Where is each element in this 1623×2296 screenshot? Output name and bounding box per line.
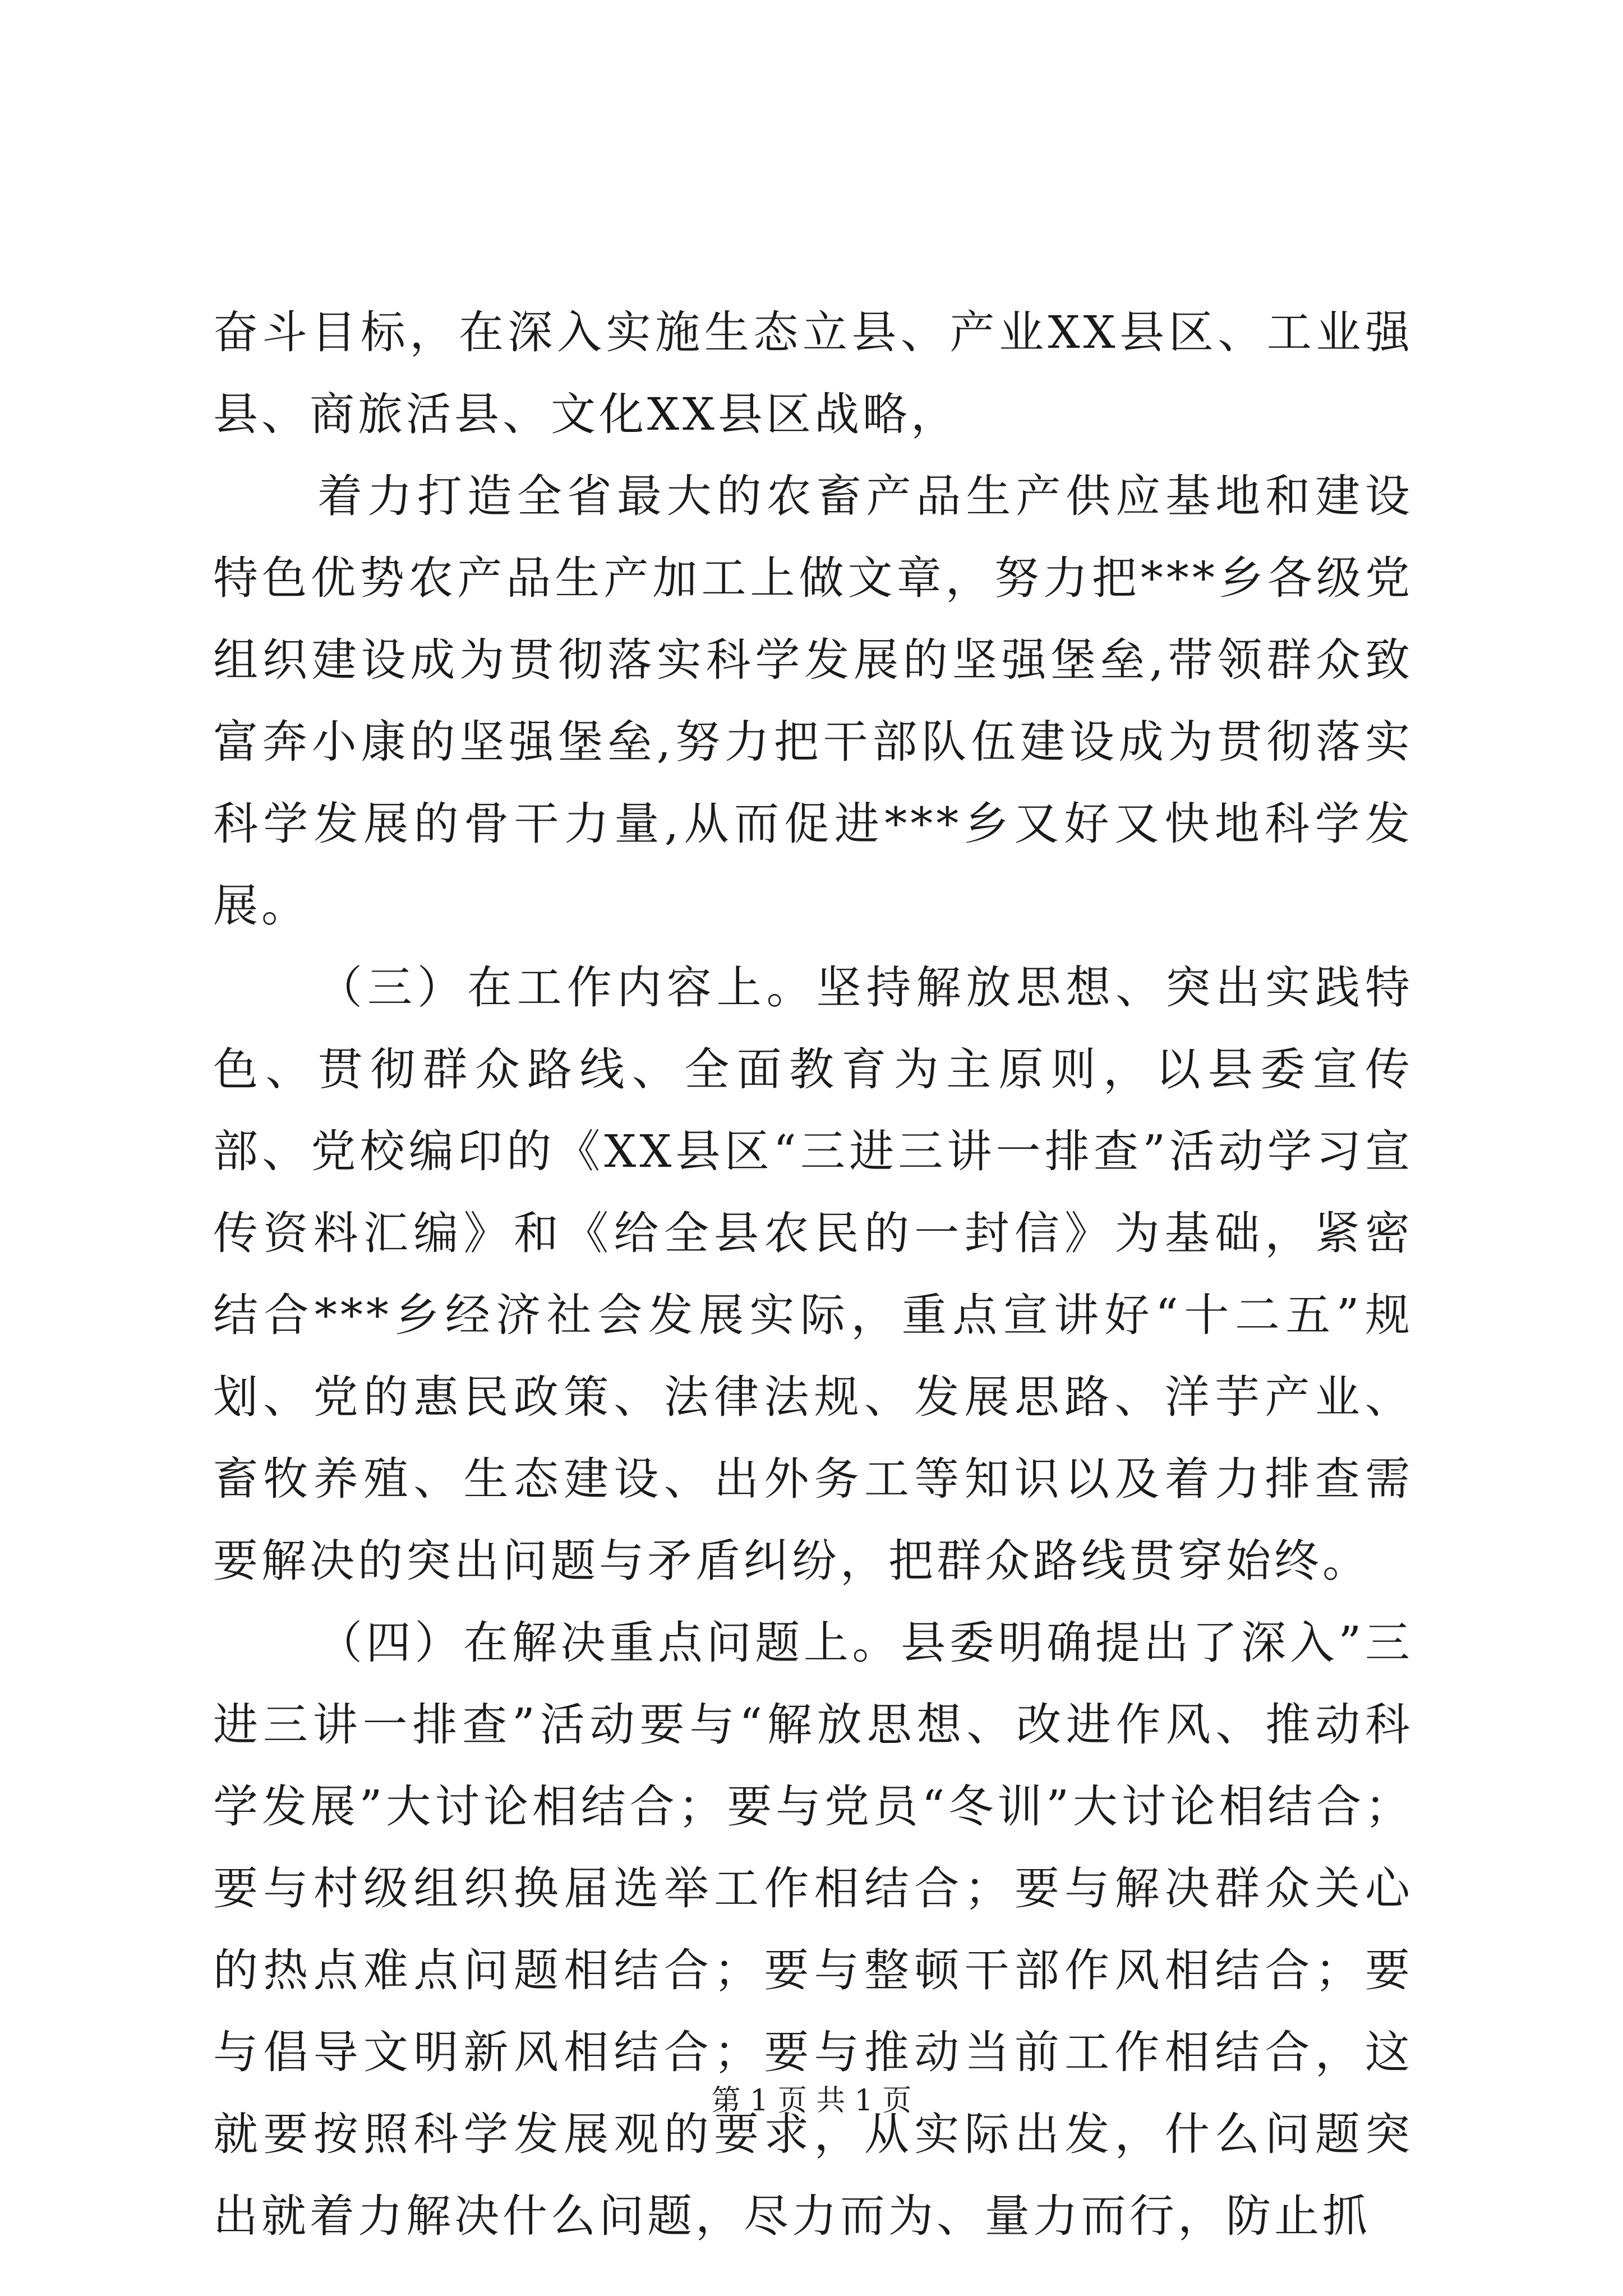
paragraph-goal: 着力打造全省最大的农畜产品生产供应基地和建设特色优势农产品生产加工上做文章，努力把***乡各级党组织建设成为贯彻落实科学发展的坚强堡垒,带领群众致富奔小康的坚强堡垒,努力把干部队伍建设成为贯彻落实科学发展的骨干力量,从而促进***乡又好又快地科学发展。 — [213, 470, 1413, 932]
paragraph-continuation: 奋斗目标，在深入实施生态立县、产业XX县区、工业强县、商旅活县、文化XX县区战略， — [213, 306, 1413, 440]
paragraph-work-content: （三）在工作内容上。坚持解放思想、突出实践特色、贯彻群众路线、全面教育为主原则，以县委宣传部、党校编印的《XX县区“三进三讲一排查”活动学习宣传资料汇编》和《给全县农民的一封信》为基础，紧密结合***乡经济社会发展实际，重点宣讲好“十二五”规划、党的惠民政策、法律法规、发展思路、洋芋产业、畜牧养殖、生态建设、出外务工等知识以及着力排查需要解决的突出问题与矛盾纠纷，把群众路线贯穿始终。 — [213, 961, 1413, 1587]
document-body — [213, 292, 1413, 2257]
page-footer: 第 1 页 共 1 页 — [711, 2084, 912, 2118]
paragraph-key-issues: （四）在解决重点问题上。县委明确提出了深入”三进三讲一排查”活动要与“解放思想、改进作风、推动科学发展”大讨论相结合；要与党员“冬训”大讨论相结合；要与村级组织换届选举工作相结合；要与解决群众关心的热点难点问题相结合；要与整顿干部作风相结合；要与倡导文明新风相结合；要与推动当前工作相结合，这就要按照科学发展观的要求，从实际出发，什么问题突出就着力解决什么问题，尽力而为、量力而行，防止抓 — [213, 1617, 1413, 2242]
